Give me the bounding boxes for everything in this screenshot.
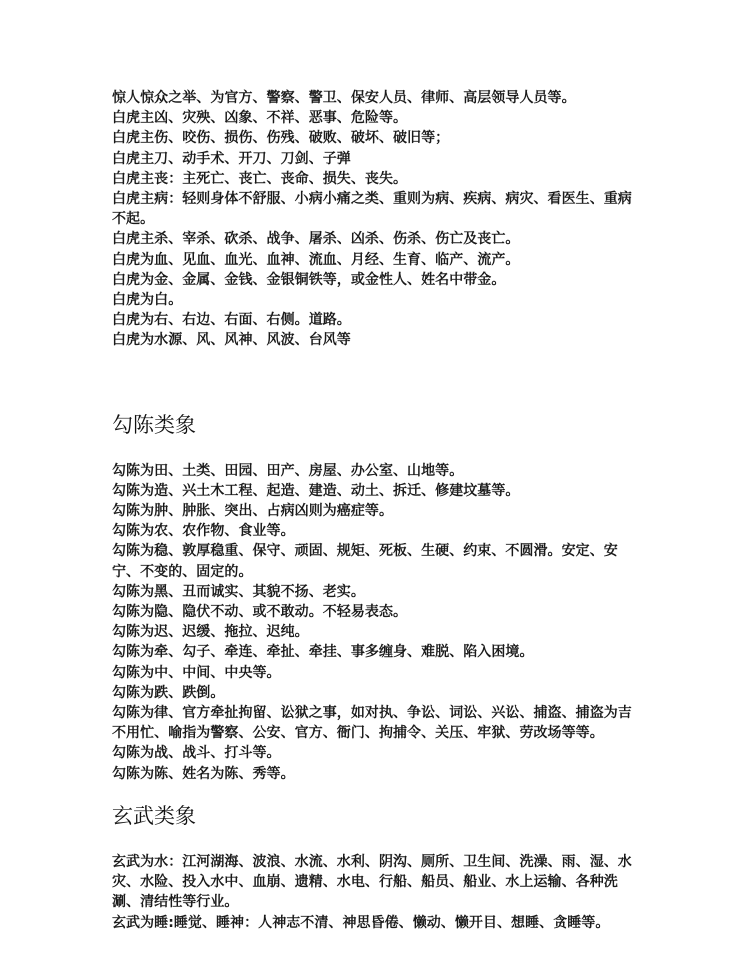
text-line: 白虎主凶、灾殃、凶象、不祥、恶事、危险等。 bbox=[112, 110, 408, 127]
text-line: 勾陈为黑、丑而诚实、其貌不扬、老实。 bbox=[112, 583, 365, 600]
text-line: 白虎主杀、宰杀、砍杀、战争、屠杀、凶杀、伤杀、伤亡及丧亡。 bbox=[112, 231, 520, 248]
text-line: 白虎为血、见血、血光、血神、流血、月经、生育、临产、流产。 bbox=[112, 251, 520, 268]
text-line: 勾陈为牵、勾子、牵连、牵扯、牵挂、事多缠身、难脱、陷入困境。 bbox=[112, 644, 534, 661]
text-line: 玄武为水：江河湖海、波浪、水流、水利、阴沟、厕所、卫生间、洗澡、雨、湿、水灾、水险、投入水中、血崩、遗精、水电、行船、船员、船业、水上运输、各种洗涮、清结性等行业。 bbox=[112, 853, 632, 911]
text-line: 勾陈为中、中间、中央等。 bbox=[112, 664, 281, 681]
baihu-section bbox=[112, 88, 642, 351]
text-line: 勾陈为律、官方牵扯拘留、讼狱之事，如对执、争讼、词讼、兴讼、捕盗、捕盗为吉不用忙、喻指为警察、公安、官方、衙门、拘捕令、关压、牢狱、劳改场等等。 bbox=[112, 705, 632, 742]
text-line: 勾陈为肿、肿胀、突出、占病凶则为癌症等。 bbox=[112, 503, 393, 520]
text-line: 惊人惊众之举、为官方、警察、警卫、保安人员、律师、高层领导人员等。 bbox=[112, 90, 576, 106]
gouchen-section bbox=[112, 461, 642, 784]
text-line: 勾陈为隐、隐伏不动、或不敢动。不轻易表态。 bbox=[112, 604, 408, 621]
text-line: 勾陈为迟、迟缓、拖拉、迟纯。 bbox=[112, 624, 309, 641]
text-line: 玄武为睡:睡觉、睡神：人神志不清、神思昏倦、懒动、懒开目、想睡、贪睡等。 bbox=[112, 914, 610, 931]
xuanwu-section bbox=[112, 852, 642, 933]
text-line: 白虎主刀、动手术、开刀、刀剑、子弹 bbox=[112, 150, 351, 167]
text-line: 勾陈为田、土类、田园、田产、房屋、办公室、山地等。 bbox=[112, 462, 464, 479]
document-page bbox=[112, 88, 642, 933]
text-line: 勾陈为造、兴土木工程、起造、建造、动土、拆迁、修建坟墓等。 bbox=[112, 482, 520, 499]
text-line: 白虎主丧：主死亡、丧亡、丧命、损失、丧失。 bbox=[112, 170, 408, 187]
text-line: 白虎主病：轻则身体不舒服、小病小痛之类、重则为病、疾病、病灾、看医生、重病不起。 bbox=[112, 191, 632, 228]
section-heading-xuanwu: 玄武类象 bbox=[112, 803, 196, 828]
text-line: 勾陈为农、农作物、食业等。 bbox=[112, 523, 295, 540]
text-line: 勾陈为陈、姓名为陈、秀等。 bbox=[112, 765, 295, 782]
section-heading-gouchen: 勾陈类象 bbox=[112, 412, 196, 437]
text-line: 勾陈为跌、跌倒。 bbox=[112, 684, 225, 701]
text-line: 白虎主伤、咬伤、损伤、伤残、破败、破坏、破旧等； bbox=[112, 130, 450, 147]
text-line: 勾陈为稳、敦厚稳重、保守、顽固、规矩、死板、生硬、约束、不圆滑。安定、安宁、不变的、固定的。 bbox=[112, 543, 618, 580]
text-line: 白虎为金、金属、金钱、金银铜铁等，或金性人、姓名中带金。 bbox=[112, 271, 506, 288]
text-line: 白虎为白。 bbox=[112, 292, 183, 309]
text-line: 白虎为右、右边、右面、右侧。道路。 bbox=[112, 312, 351, 329]
text-line: 勾陈为战、战斗、打斗等。 bbox=[112, 745, 281, 762]
text-line: 白虎为水源、风、风神、风波、台风等 bbox=[112, 332, 351, 349]
